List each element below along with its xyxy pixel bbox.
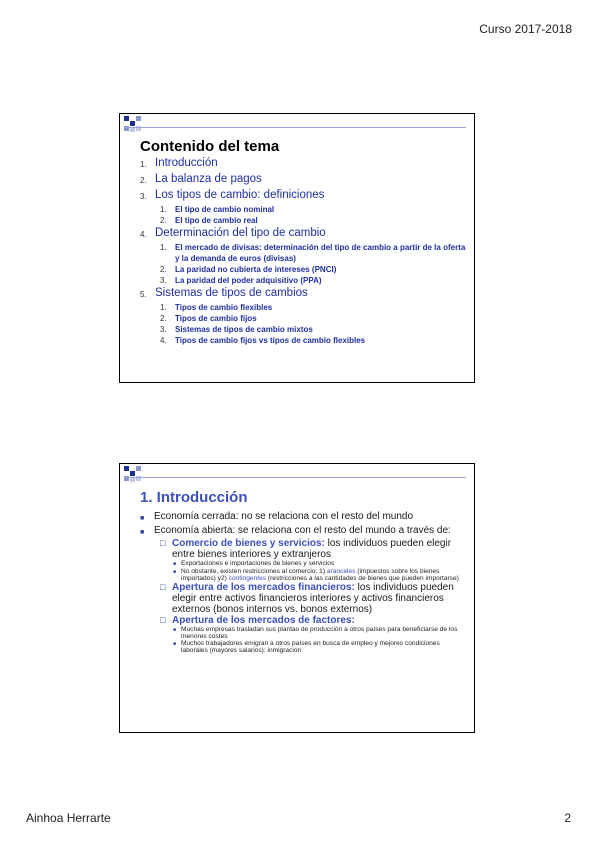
sub-list-item	[160, 264, 466, 275]
item-number: 5.	[140, 290, 147, 299]
point-workers	[173, 640, 464, 654]
point-text: No obstante, existen restricciones al comercio: 1)	[181, 568, 327, 575]
point-restrictions	[173, 568, 464, 582]
square-bullet-icon: ■	[140, 528, 145, 536]
sub-bullet-text: los individuos pueden elegir entre bienes interiores y extranjeros	[172, 538, 452, 560]
item-number: 3.	[140, 192, 147, 201]
hollow-square-bullet-icon: □	[160, 582, 166, 592]
square-bullet-icon: ■	[140, 515, 145, 522]
slide-title: Contenido del tema	[140, 138, 280, 155]
item-label: Sistemas de tipos de cambios	[155, 287, 308, 299]
item-label: Sistemas de tipos de cambio mixtos	[175, 325, 313, 334]
small-square-bullet-icon: ■	[173, 569, 177, 575]
point-exports	[173, 560, 464, 568]
list-item	[140, 286, 466, 302]
item-number: 4.	[160, 336, 167, 345]
point-text: (impuestos sobre los bienes importados) y2)	[181, 568, 440, 582]
sub-list-item	[160, 275, 466, 286]
item-number: 2.	[160, 314, 167, 323]
list-item	[140, 188, 466, 204]
item-label: Tipos de cambio fijos	[175, 314, 257, 323]
bullet-open-economy	[140, 525, 464, 539]
sub-list-item	[160, 242, 466, 264]
item-number: 1.	[160, 303, 167, 312]
bullet-text: Economía abierta: se relaciona con el resto del mundo a través de:	[154, 524, 451, 536]
point-text: Exportaciones e importaciones de bienes y servicios	[181, 560, 335, 567]
sub-list-item	[160, 215, 466, 226]
intro-content	[140, 511, 464, 654]
item-number: 3.	[160, 276, 167, 285]
item-number: 2.	[140, 176, 147, 185]
page-number: 2	[564, 811, 571, 825]
point-firms	[173, 626, 464, 640]
item-number: 1.	[160, 243, 167, 252]
item-label: Los tipos de cambio: definiciones	[155, 189, 325, 201]
author-footer: Ainhoa Herrarte	[26, 811, 111, 825]
slide-introduction	[119, 463, 475, 733]
bullet-closed-economy	[140, 511, 464, 525]
item-number: 1.	[140, 160, 147, 169]
item-label: La paridad del poder adquisitivo (PPA)	[175, 276, 322, 285]
point-text: (restricciones a las cantidades de bienes que pueden importarse)	[266, 575, 459, 582]
item-label: Tipos de cambio flexibles	[175, 303, 273, 312]
item-label: El mercado de divisas: determinación del tipo de cambio a partir de la oferta y la demanda de euros (divisas)	[175, 243, 466, 263]
sub-list-item	[160, 204, 466, 215]
item-number: 2.	[160, 265, 167, 274]
point-text: Muchos trabajadores emigran a otros países en busca de empleo y mejores condiciones laborales (mayores salarios): inmigración	[181, 640, 440, 654]
bullet-text: Economía cerrada: no se relaciona con el resto del mundo	[154, 511, 414, 522]
contents-list	[140, 156, 466, 346]
sub-list-item	[160, 335, 466, 346]
item-number: 4.	[140, 230, 147, 239]
slide-contents	[119, 113, 475, 383]
slide-divider	[124, 477, 466, 478]
sub-list-item	[160, 313, 466, 324]
item-label: Determinación del tipo de cambio	[155, 227, 326, 239]
sub-bullet-factors	[160, 615, 464, 626]
item-label: El tipo de cambio nominal	[175, 205, 275, 214]
item-number: 3.	[160, 325, 167, 334]
sub-list-item	[160, 324, 466, 335]
highlight-text: Comercio de bienes y servicios:	[172, 538, 325, 549]
small-square-bullet-icon: ■	[173, 627, 177, 633]
list-item	[140, 226, 466, 242]
highlight-text: Apertura de los mercados financieros:	[172, 582, 355, 593]
term-aranceles: aranceles	[326, 568, 356, 575]
highlight-text: Apertura de los mercados de factores:	[172, 615, 355, 626]
hollow-square-bullet-icon: □	[160, 538, 166, 548]
item-label: Tipos de cambio fijos vs tipos de cambio flexibles	[175, 336, 366, 345]
slide-divider	[124, 127, 466, 128]
item-number: 1.	[160, 205, 167, 214]
point-text: Muchas empresas trasladan sus plantas de producción a otros países para beneficiarse de los menores costes	[181, 626, 458, 640]
term-contingentes: contingentes	[228, 575, 267, 582]
item-label: El tipo de cambio real	[175, 216, 258, 225]
slide-title: 1. Introducción	[140, 489, 248, 506]
small-square-bullet-icon: ■	[173, 641, 177, 647]
item-number: 2.	[160, 216, 167, 225]
sub-bullet-trade	[160, 538, 464, 560]
small-square-bullet-icon: ■	[173, 561, 177, 567]
item-label: La paridad no cubierta de intereses (PNCI)	[175, 265, 337, 274]
item-label: Introducción	[155, 157, 218, 169]
sub-bullet-financial	[160, 582, 464, 615]
slide-decoration	[124, 116, 150, 132]
sub-list-item	[160, 302, 466, 313]
course-header: Curso 2017-2018	[479, 22, 572, 36]
list-item	[140, 156, 466, 172]
list-item	[140, 172, 466, 188]
sub-bullet-text: los individuos pueden elegir entre activos financieros interiores y activos financieros externos (bonos internos vs. bonos externos)	[172, 582, 454, 615]
slide-decoration	[124, 466, 150, 482]
hollow-square-bullet-icon: □	[160, 615, 166, 625]
item-label: La balanza de pagos	[155, 173, 262, 185]
